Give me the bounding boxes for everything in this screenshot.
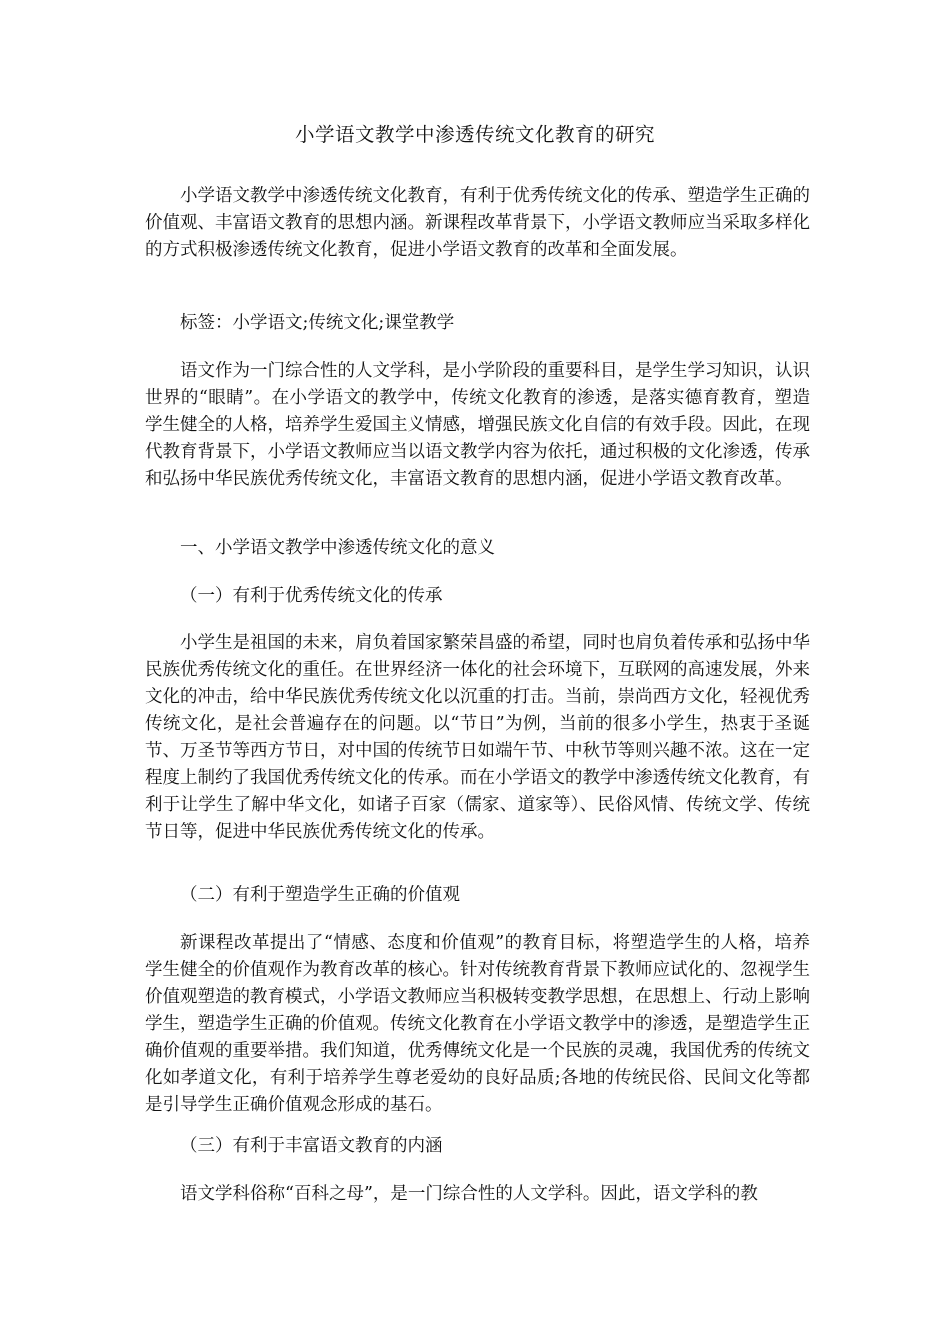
keywords-line: 标签：小学语文;传统文化;课堂教学 (180, 313, 455, 333)
subsection-2-paragraph: 新课程改革提出了“情感、态度和价值观”的教育目标，将塑造学生的人格，培养学生健全的价值观作为教育改革的核心。针对传统教育背景下教师应试化的、忽视学生价值观塑造的教育模式，小学语文教师应当积极转变教学思想，在思想上、行动上影响学生，塑造学生正确的价值观。传统文化教育在小学语文教学中的渗透，是塑造学生正确价值观的重要举措。我们知道，优秀傳统文化是一个民族的灵魂，我国优秀的传统文化如孝道文化，有利于培养学生尊老爱幼的良好品质;各地的传统民俗、民间文化等都是引导学生正确价值观念形成的基石。 (145, 933, 810, 1115)
intro-paragraph: 语文作为一门综合性的人文学科，是小学阶段的重要科目，是学生学习知识，认识世界的“眼睛”。在小学语文的教学中，传统文化教育的渗透，是落实德育教育，塑造学生健全的人格，培养学生爱国主义情感，增强民族文化自信的有效手段。因此，在现代教育背景下，小学语文教师应当以语文教学内容为依托，通过积极的文化渗透，传承和弘扬中华民族优秀传统文化，丰富语文教育的思想内涵，促进小学语文教育改革。 (145, 361, 810, 489)
abstract-paragraph: 小学语文教学中渗透传统文化教育，有利于优秀传统文化的传承、塑造学生正确的价值观、丰富语文教育的思想内涵。新课程改革背景下，小学语文教师应当采取多样化的方式积极渗透传统文化教育，促进小学语文教育的改革和全面发展。 (145, 186, 810, 260)
subsection-1-paragraph: 小学生是祖国的未来，肩负着国家繁荣昌盛的希望，同时也肩负着传承和弘扬中华民族优秀传统文化的重任。在世界经济一体化的社会环境下，互联网的高速发展，外来文化的冲击，给中华民族优秀传统文化以沉重的打击。当前，崇尚西方文化，轻视优秀传统文化，是社会普遍存在的问题。以“节日”为例，当前的很多小学生，热衷于圣诞节、万圣节等西方节日，对中国的传统节日如端午节、中秋节等则兴趣不浓。这在一定程度上制约了我国优秀传统文化的传承。而在小学语文的教学中渗透传统文化教育，有利于让学生了解中华文化，如诸子百家（儒家、道家等）、民俗风情、传统文学、传统节日等，促进中华民族优秀传统文化的传承。 (145, 633, 810, 842)
section-1-heading: 一、小学语文教学中渗透传统文化的意义 (180, 538, 495, 558)
subsection-3-paragraph: 语文学科俗称“百科之母”，是一门综合性的人文学科。因此，语文学科的教 (180, 1184, 758, 1204)
subsection-1-heading: （一）有利于优秀传统文化的传承 (180, 586, 443, 606)
subsection-2-heading: （二）有利于塑造学生正确的价值观 (180, 885, 460, 905)
subsection-3-heading: （三）有利于丰富语文教育的内涵 (180, 1136, 443, 1156)
document-title: 小学语文教学中渗透传统文化教育的研究 (294, 123, 655, 146)
